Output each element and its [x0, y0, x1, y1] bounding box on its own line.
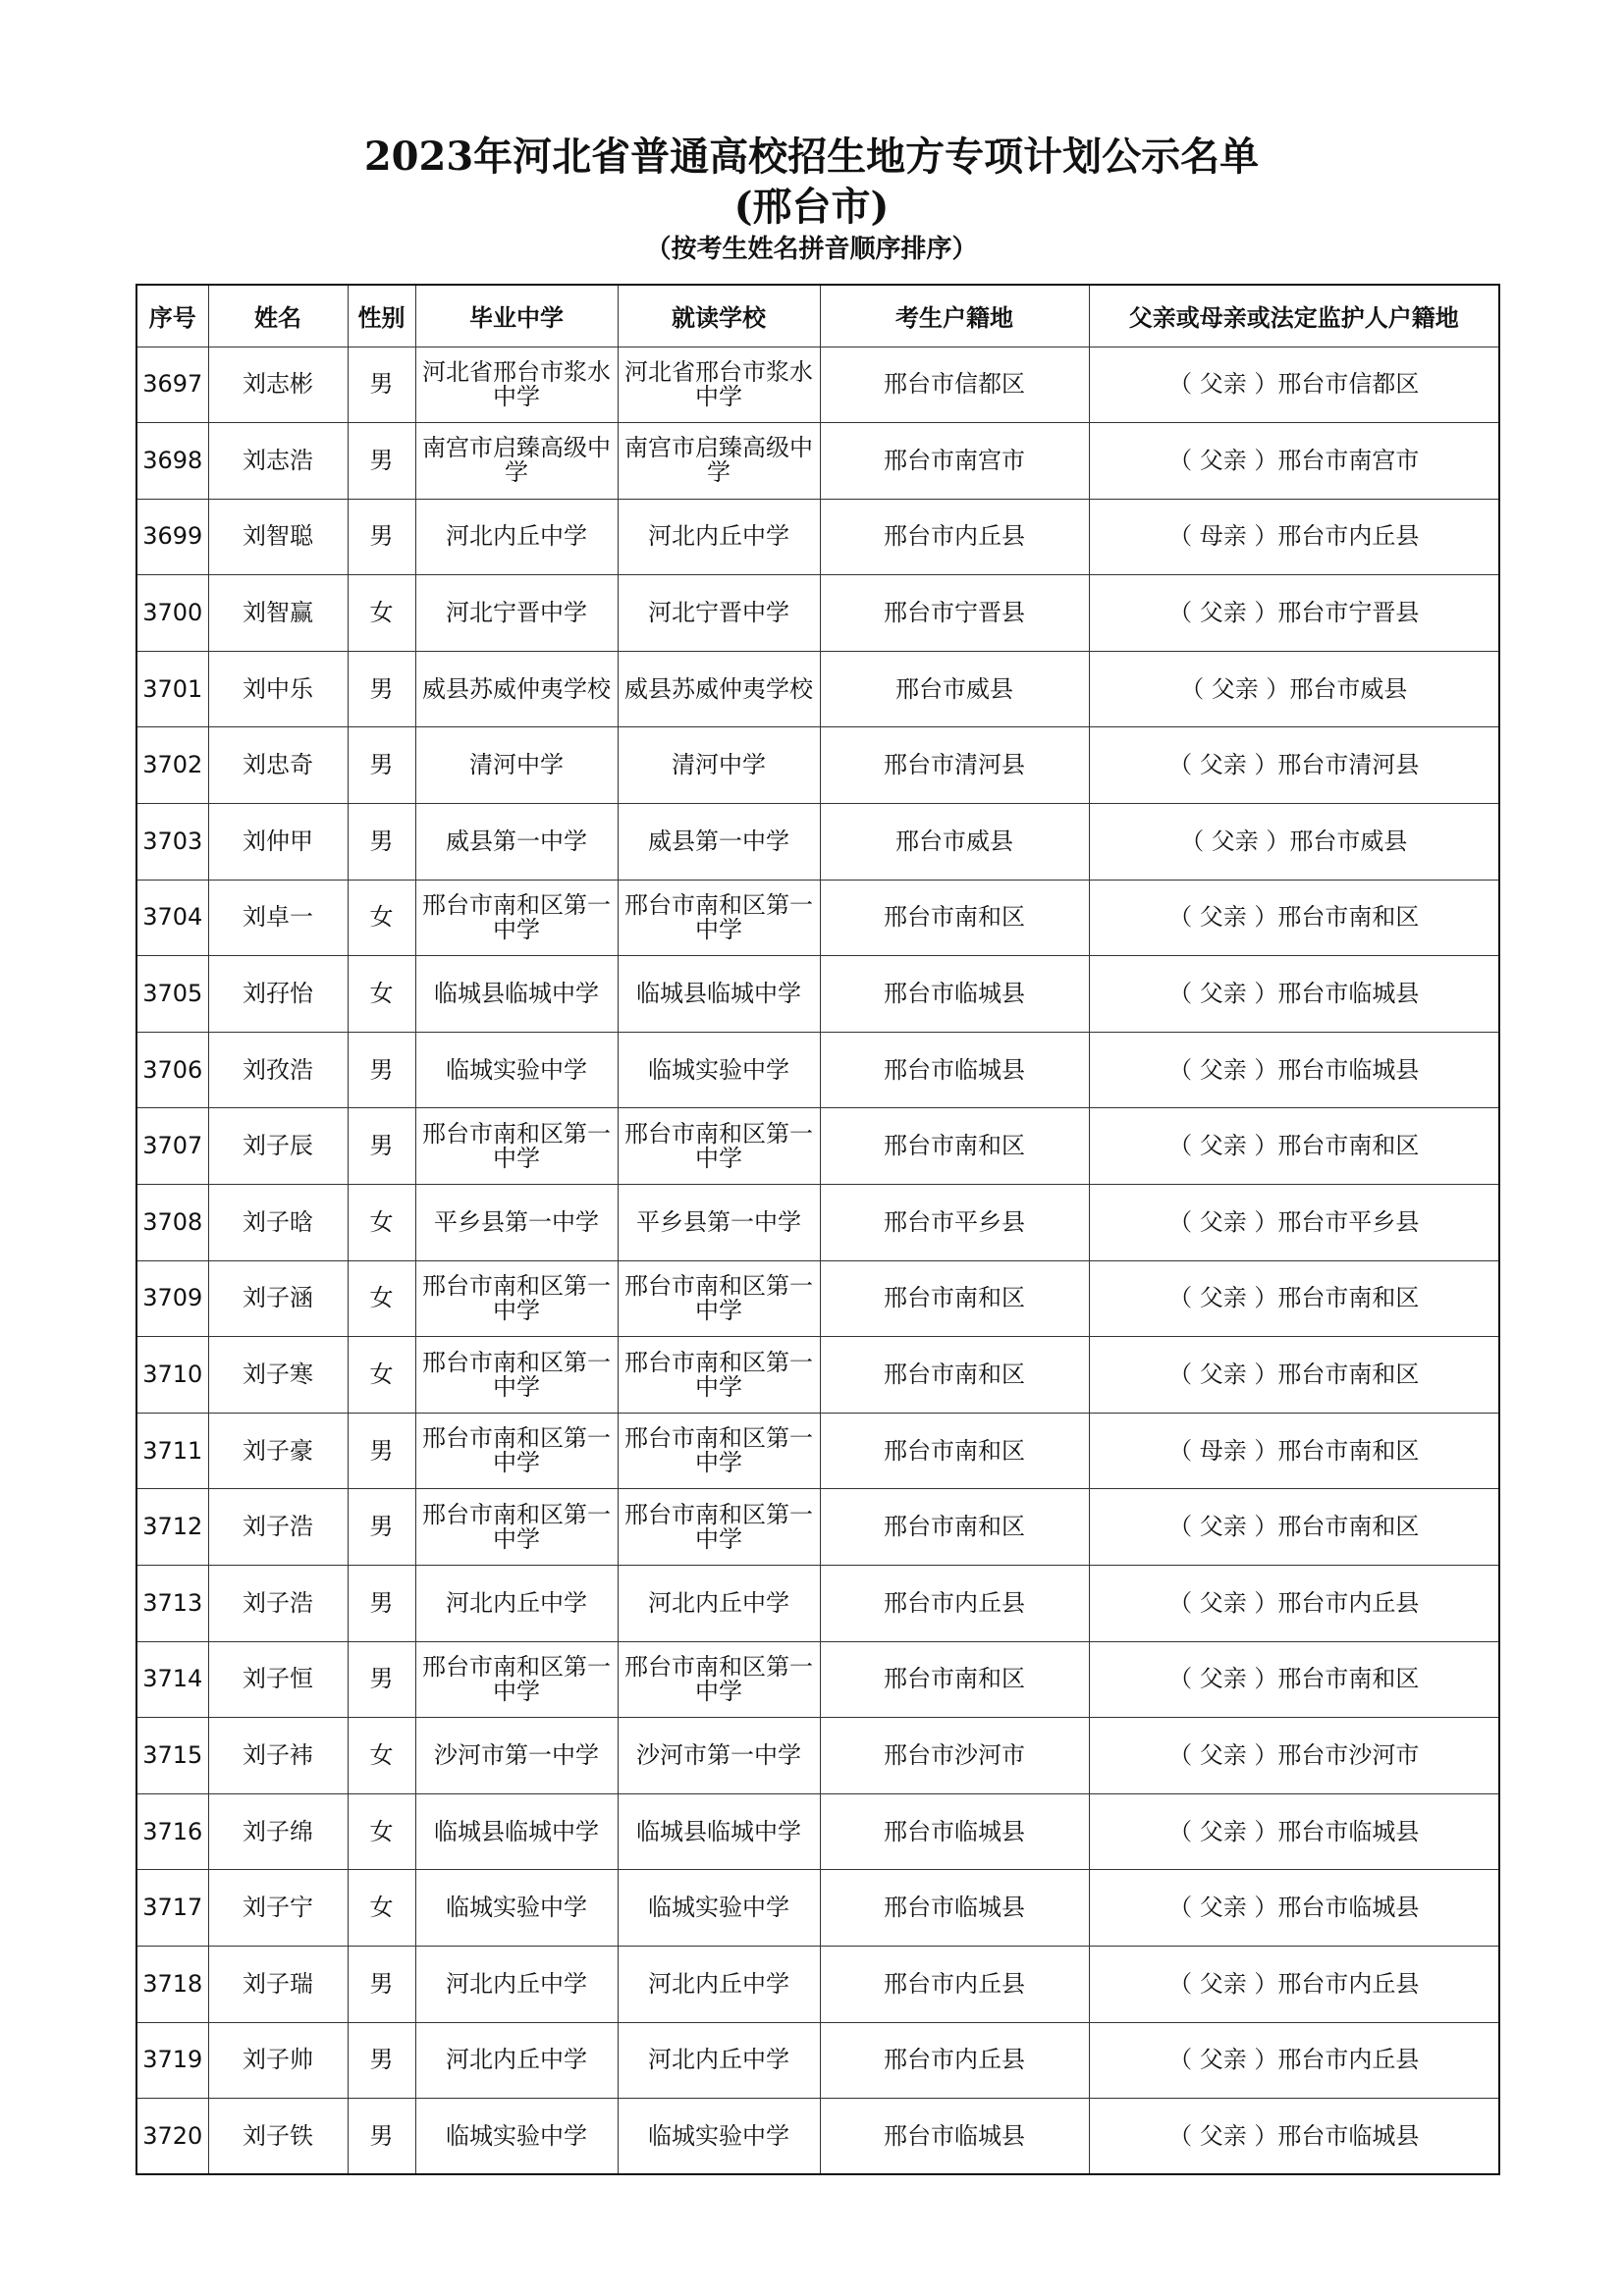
header-current-school: 就读学校: [618, 285, 820, 347]
table-row: [136, 1870, 1499, 1947]
cell-grad-school: 邢台市南和区第一中学: [415, 880, 618, 956]
cell-grad-school: 沙河市第一中学: [415, 1718, 618, 1794]
table-row: [136, 575, 1499, 652]
cell-seq: 3712: [136, 1489, 208, 1566]
cell-grad-school: 河北内丘中学: [415, 1566, 618, 1642]
cell-gender: 男: [348, 804, 415, 881]
cell-hukou: 邢台市沙河市: [820, 1718, 1089, 1794]
cell-parent-hukou: （ 父亲 ）邢台市南和区: [1089, 1108, 1499, 1185]
cell-grad-school: 邢台市南和区第一中学: [415, 1108, 618, 1185]
cell-hukou: 邢台市临城县: [820, 1793, 1089, 1870]
cell-seq: 3718: [136, 1946, 208, 2022]
cell-gender: 男: [348, 2099, 415, 2175]
cell-current-school: 清河中学: [618, 727, 820, 804]
cell-name: 刘中乐: [208, 651, 348, 727]
cell-seq: 3708: [136, 1185, 208, 1261]
cell-seq: 3707: [136, 1108, 208, 1185]
table-row: [136, 956, 1499, 1033]
cell-seq: 3706: [136, 1032, 208, 1108]
cell-current-school: 河北宁晋中学: [618, 575, 820, 652]
cell-hukou: 邢台市威县: [820, 651, 1089, 727]
table-row: [136, 651, 1499, 727]
cell-seq: 3704: [136, 880, 208, 956]
cell-current-school: 临城实验中学: [618, 1870, 820, 1947]
header-hukou: 考生户籍地: [820, 285, 1089, 347]
cell-parent-hukou: （ 父亲 ）邢台市威县: [1089, 804, 1499, 881]
cell-parent-hukou: （ 父亲 ）邢台市南和区: [1089, 880, 1499, 956]
cell-hukou: 邢台市南和区: [820, 1641, 1089, 1718]
cell-current-school: 邢台市南和区第一中学: [618, 880, 820, 956]
cell-current-school: 平乡县第一中学: [618, 1185, 820, 1261]
cell-name: 刘孜浩: [208, 1032, 348, 1108]
cell-name: 刘子浩: [208, 1566, 348, 1642]
cell-seq: 3705: [136, 956, 208, 1033]
document-subtitle: (邢台市): [733, 184, 890, 230]
cell-grad-school: 平乡县第一中学: [415, 1185, 618, 1261]
cell-seq: 3698: [136, 423, 208, 500]
cell-current-school: 临城实验中学: [618, 1032, 820, 1108]
cell-gender: 男: [348, 1032, 415, 1108]
table-row: [136, 1793, 1499, 1870]
header-grad-school: 毕业中学: [415, 285, 618, 347]
cell-seq: 3699: [136, 499, 208, 575]
cell-name: 刘智聪: [208, 499, 348, 575]
cell-gender: 男: [348, 1489, 415, 1566]
cell-hukou: 邢台市南和区: [820, 1489, 1089, 1566]
cell-grad-school: 威县苏威仲夷学校: [415, 651, 618, 727]
cell-grad-school: 邢台市南和区第一中学: [415, 1489, 618, 1566]
cell-name: 刘子绵: [208, 1793, 348, 1870]
cell-gender: 男: [348, 1946, 415, 2022]
cell-seq: 3702: [136, 727, 208, 804]
header-gender: 性别: [348, 285, 415, 347]
cell-gender: 男: [348, 2022, 415, 2099]
cell-current-school: 威县第一中学: [618, 804, 820, 881]
document-title: 2023年河北省普通高校招生地方专项计划公示名单: [363, 133, 1260, 180]
table-row: [136, 2022, 1499, 2099]
table-row: [136, 1566, 1499, 1642]
cell-grad-school: 邢台市南和区第一中学: [415, 1641, 618, 1718]
table-row: [136, 1641, 1499, 1718]
cell-hukou: 邢台市内丘县: [820, 2022, 1089, 2099]
cell-gender: 男: [348, 1566, 415, 1642]
cell-parent-hukou: （ 父亲 ）邢台市南和区: [1089, 1260, 1499, 1337]
cell-hukou: 邢台市临城县: [820, 1032, 1089, 1108]
cell-gender: 男: [348, 499, 415, 575]
table-row: [136, 1032, 1499, 1108]
table-row: [136, 423, 1499, 500]
cell-gender: 女: [348, 880, 415, 956]
cell-gender: 男: [348, 727, 415, 804]
cell-parent-hukou: （ 父亲 ）邢台市临城县: [1089, 2099, 1499, 2175]
cell-seq: 3700: [136, 575, 208, 652]
cell-parent-hukou: （ 父亲 ）邢台市内丘县: [1089, 1566, 1499, 1642]
cell-current-school: 河北内丘中学: [618, 2022, 820, 2099]
cell-name: 刘智赢: [208, 575, 348, 652]
cell-hukou: 邢台市临城县: [820, 1870, 1089, 1947]
cell-seq: 3710: [136, 1337, 208, 1414]
cell-gender: 女: [348, 575, 415, 652]
cell-name: 刘子辰: [208, 1108, 348, 1185]
cell-parent-hukou: （ 父亲 ）邢台市临城县: [1089, 956, 1499, 1033]
cell-grad-school: 河北内丘中学: [415, 1946, 618, 2022]
cell-hukou: 邢台市临城县: [820, 956, 1089, 1033]
cell-current-school: 河北内丘中学: [618, 1566, 820, 1642]
cell-hukou: 邢台市宁晋县: [820, 575, 1089, 652]
cell-gender: 女: [348, 1870, 415, 1947]
cell-gender: 女: [348, 1260, 415, 1337]
cell-name: 刘子帅: [208, 2022, 348, 2099]
header-parent-hukou: 父亲或母亲或法定监护人户籍地: [1089, 285, 1499, 347]
cell-current-school: 邢台市南和区第一中学: [618, 1641, 820, 1718]
cell-name: 刘子铁: [208, 2099, 348, 2175]
cell-name: 刘卓一: [208, 880, 348, 956]
cell-hukou: 邢台市南和区: [820, 1260, 1089, 1337]
header-seq: 序号: [136, 285, 208, 347]
header-name: 姓名: [208, 285, 348, 347]
table-row: [136, 727, 1499, 804]
cell-parent-hukou: （ 父亲 ）邢台市南宫市: [1089, 423, 1499, 500]
table-row: [136, 1108, 1499, 1185]
cell-gender: 男: [348, 651, 415, 727]
table-row: [136, 1489, 1499, 1566]
table-row: [136, 804, 1499, 881]
cell-seq: 3716: [136, 1793, 208, 1870]
cell-current-school: 邢台市南和区第一中学: [618, 1337, 820, 1414]
table-row: [136, 1718, 1499, 1794]
table-row: [136, 1413, 1499, 1489]
cell-grad-school: 威县第一中学: [415, 804, 618, 881]
sort-note: （按考生姓名拼音顺序排序）: [645, 235, 978, 264]
cell-seq: 3715: [136, 1718, 208, 1794]
cell-gender: 女: [348, 1337, 415, 1414]
cell-seq: 3720: [136, 2099, 208, 2175]
cell-parent-hukou: （ 父亲 ）邢台市临城县: [1089, 1032, 1499, 1108]
cell-grad-school: 河北内丘中学: [415, 2022, 618, 2099]
cell-grad-school: 邢台市南和区第一中学: [415, 1413, 618, 1489]
cell-current-school: 河北内丘中学: [618, 1946, 820, 2022]
cell-hukou: 邢台市信都区: [820, 347, 1089, 423]
table-row: [136, 1946, 1499, 2022]
cell-parent-hukou: （ 父亲 ）邢台市南和区: [1089, 1337, 1499, 1414]
cell-parent-hukou: （ 母亲 ）邢台市内丘县: [1089, 499, 1499, 575]
cell-seq: 3711: [136, 1413, 208, 1489]
cell-hukou: 邢台市南和区: [820, 1413, 1089, 1489]
cell-current-school: 邢台市南和区第一中学: [618, 1108, 820, 1185]
cell-name: 刘子袆: [208, 1718, 348, 1794]
cell-grad-school: 清河中学: [415, 727, 618, 804]
cell-grad-school: 临城实验中学: [415, 1870, 618, 1947]
cell-grad-school: 邢台市南和区第一中学: [415, 1337, 618, 1414]
cell-seq: 3714: [136, 1641, 208, 1718]
cell-hukou: 邢台市威县: [820, 804, 1089, 881]
cell-parent-hukou: （ 父亲 ）邢台市沙河市: [1089, 1718, 1499, 1794]
table-row: [136, 1185, 1499, 1261]
cell-current-school: 邢台市南和区第一中学: [618, 1260, 820, 1337]
cell-gender: 女: [348, 1718, 415, 1794]
cell-parent-hukou: （ 父亲 ）邢台市南和区: [1089, 1489, 1499, 1566]
cell-seq: 3709: [136, 1260, 208, 1337]
cell-hukou: 邢台市南和区: [820, 880, 1089, 956]
cell-parent-hukou: （ 父亲 ）邢台市临城县: [1089, 1870, 1499, 1947]
cell-hukou: 邢台市南和区: [820, 1337, 1089, 1414]
cell-name: 刘子恒: [208, 1641, 348, 1718]
cell-gender: 男: [348, 1641, 415, 1718]
roster-table: [135, 284, 1500, 2175]
cell-seq: 3701: [136, 651, 208, 727]
cell-name: 刘子豪: [208, 1413, 348, 1489]
cell-seq: 3717: [136, 1870, 208, 1947]
table-header-row: [136, 285, 1499, 347]
cell-hukou: 邢台市内丘县: [820, 1946, 1089, 2022]
cell-name: 刘子宁: [208, 1870, 348, 1947]
cell-hukou: 邢台市南宫市: [820, 423, 1089, 500]
cell-hukou: 邢台市清河县: [820, 727, 1089, 804]
cell-name: 刘子浩: [208, 1489, 348, 1566]
cell-grad-school: 河北宁晋中学: [415, 575, 618, 652]
table-body: [136, 347, 1499, 2174]
cell-parent-hukou: （ 父亲 ）邢台市清河县: [1089, 727, 1499, 804]
cell-gender: 女: [348, 956, 415, 1033]
cell-current-school: 河北省邢台市浆水中学: [618, 347, 820, 423]
table-row: [136, 1260, 1499, 1337]
cell-current-school: 河北内丘中学: [618, 499, 820, 575]
cell-parent-hukou: （ 父亲 ）邢台市宁晋县: [1089, 575, 1499, 652]
cell-gender: 女: [348, 1793, 415, 1870]
cell-grad-school: 邢台市南和区第一中学: [415, 1260, 618, 1337]
cell-current-school: 沙河市第一中学: [618, 1718, 820, 1794]
cell-grad-school: 临城县临城中学: [415, 956, 618, 1033]
table-row: [136, 1337, 1499, 1414]
cell-name: 刘子涵: [208, 1260, 348, 1337]
cell-parent-hukou: （ 父亲 ）邢台市内丘县: [1089, 1946, 1499, 2022]
cell-parent-hukou: （ 母亲 ）邢台市南和区: [1089, 1413, 1499, 1489]
cell-grad-school: 南宫市启臻高级中学: [415, 423, 618, 500]
cell-hukou: 邢台市内丘县: [820, 1566, 1089, 1642]
cell-current-school: 邢台市南和区第一中学: [618, 1489, 820, 1566]
cell-parent-hukou: （ 父亲 ）邢台市南和区: [1089, 1641, 1499, 1718]
cell-current-school: 南宫市启臻高级中学: [618, 423, 820, 500]
cell-name: 刘志彬: [208, 347, 348, 423]
cell-hukou: 邢台市临城县: [820, 2099, 1089, 2175]
cell-current-school: 临城县临城中学: [618, 1793, 820, 1870]
cell-parent-hukou: （ 父亲 ）邢台市平乡县: [1089, 1185, 1499, 1261]
cell-hukou: 邢台市南和区: [820, 1108, 1089, 1185]
cell-current-school: 临城县临城中学: [618, 956, 820, 1033]
cell-seq: 3719: [136, 2022, 208, 2099]
cell-hukou: 邢台市内丘县: [820, 499, 1089, 575]
cell-parent-hukou: （ 父亲 ）邢台市威县: [1089, 651, 1499, 727]
cell-grad-school: 临城实验中学: [415, 1032, 618, 1108]
cell-grad-school: 临城实验中学: [415, 2099, 618, 2175]
cell-gender: 男: [348, 347, 415, 423]
cell-grad-school: 河北内丘中学: [415, 499, 618, 575]
cell-grad-school: 临城县临城中学: [415, 1793, 618, 1870]
cell-name: 刘忠奇: [208, 727, 348, 804]
cell-gender: 男: [348, 423, 415, 500]
table-row: [136, 499, 1499, 575]
cell-grad-school: 河北省邢台市浆水中学: [415, 347, 618, 423]
table-row: [136, 880, 1499, 956]
cell-seq: 3713: [136, 1566, 208, 1642]
cell-current-school: 邢台市南和区第一中学: [618, 1413, 820, 1489]
cell-seq: 3697: [136, 347, 208, 423]
cell-name: 刘子瑞: [208, 1946, 348, 2022]
cell-name: 刘孖怡: [208, 956, 348, 1033]
cell-parent-hukou: （ 父亲 ）邢台市临城县: [1089, 1793, 1499, 1870]
cell-seq: 3703: [136, 804, 208, 881]
table-row: [136, 347, 1499, 423]
cell-current-school: 威县苏威仲夷学校: [618, 651, 820, 727]
table-row: [136, 2099, 1499, 2175]
cell-parent-hukou: （ 父亲 ）邢台市信都区: [1089, 347, 1499, 423]
cell-gender: 女: [348, 1185, 415, 1261]
cell-hukou: 邢台市平乡县: [820, 1185, 1089, 1261]
cell-current-school: 临城实验中学: [618, 2099, 820, 2175]
cell-parent-hukou: （ 父亲 ）邢台市内丘县: [1089, 2022, 1499, 2099]
cell-name: 刘志浩: [208, 423, 348, 500]
cell-gender: 男: [348, 1413, 415, 1489]
cell-name: 刘子晗: [208, 1185, 348, 1261]
cell-name: 刘子寒: [208, 1337, 348, 1414]
cell-gender: 男: [348, 1108, 415, 1185]
cell-name: 刘仲甲: [208, 804, 348, 881]
